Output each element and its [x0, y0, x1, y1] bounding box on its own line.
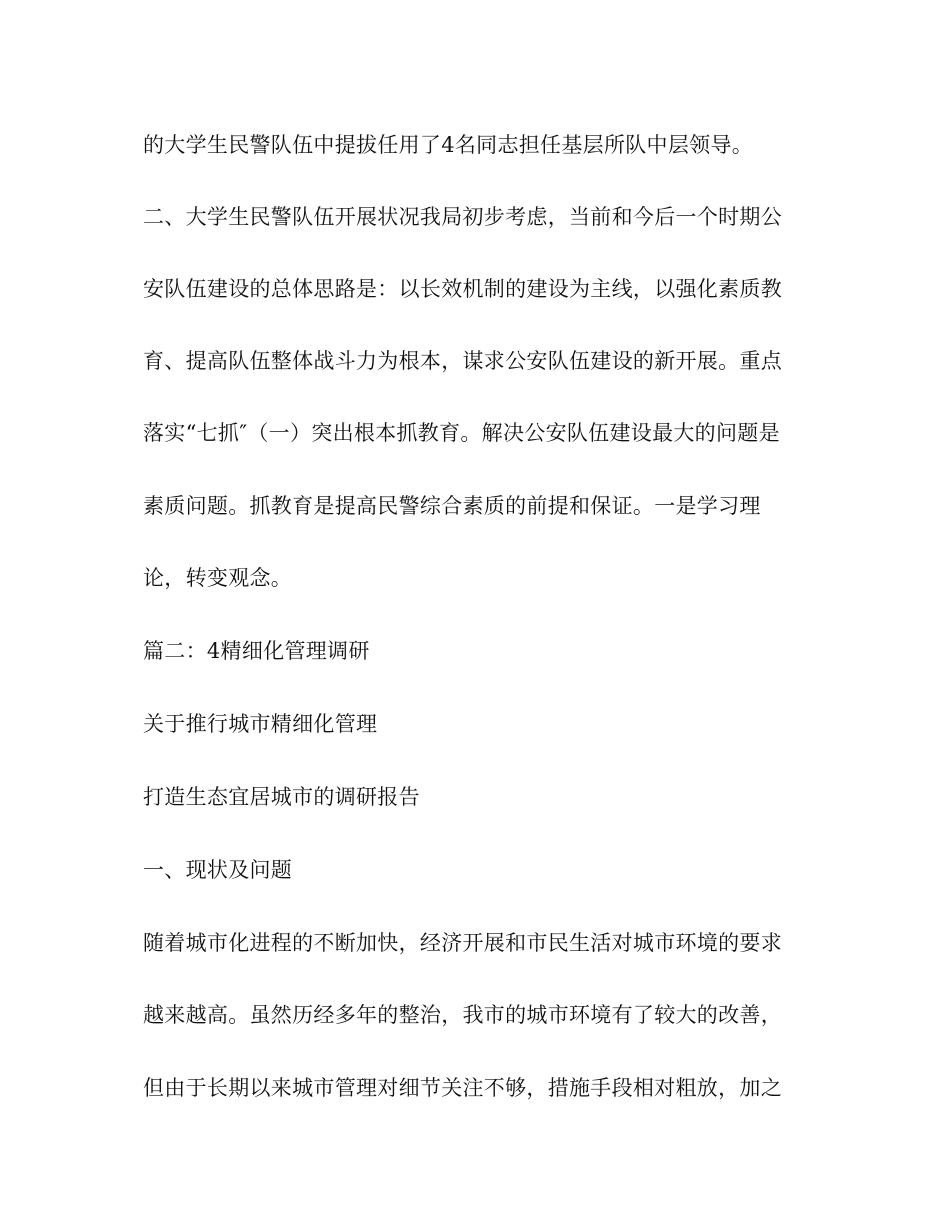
subsection-heading: 一、现状及问题: [143, 858, 293, 882]
text-line: 安队伍建设的总体思路是：以长效机制的建设为主线，以强化素质教: [143, 277, 782, 301]
text-line: 落实“七抓″（一）突出根本抓教育。解决公安队伍建设最大的问题是: [143, 421, 780, 445]
text-line: 但由于长期以来城市管理对细节关注不够，措施手段相对粗放，加之: [143, 1076, 782, 1100]
report-title-line-1: 关于推行城市精细化管理: [143, 712, 378, 736]
text-line: 素质问题。抓教育是提高民警综合素质的前提和保证。一是学习理: [143, 494, 761, 518]
text-line: 育、提高队伍整体战斗力为根本，谋求公安队伍建设的新开展。重点: [143, 349, 782, 373]
section-heading: 篇二：4精细化管理调研: [143, 639, 370, 663]
text-line: 二、大学生民警队伍开展状况我局初步考虑，当前和今后一个时期公: [143, 205, 782, 229]
text-line: 越来越高。虽然历经多年的整治，我市的城市环境有了较大的改善，: [143, 1003, 782, 1027]
report-title-line-2: 打造生态宜居城市的调研报告: [143, 785, 420, 809]
text-line: 的大学生民警队伍中提拔任用了4名同志担任基层所队中层领导。: [143, 133, 754, 157]
text-line: 论，转变观念。: [143, 566, 293, 590]
text-line: 随着城市化进程的不断加快，经济开展和市民生活对城市环境的要求: [143, 931, 782, 955]
